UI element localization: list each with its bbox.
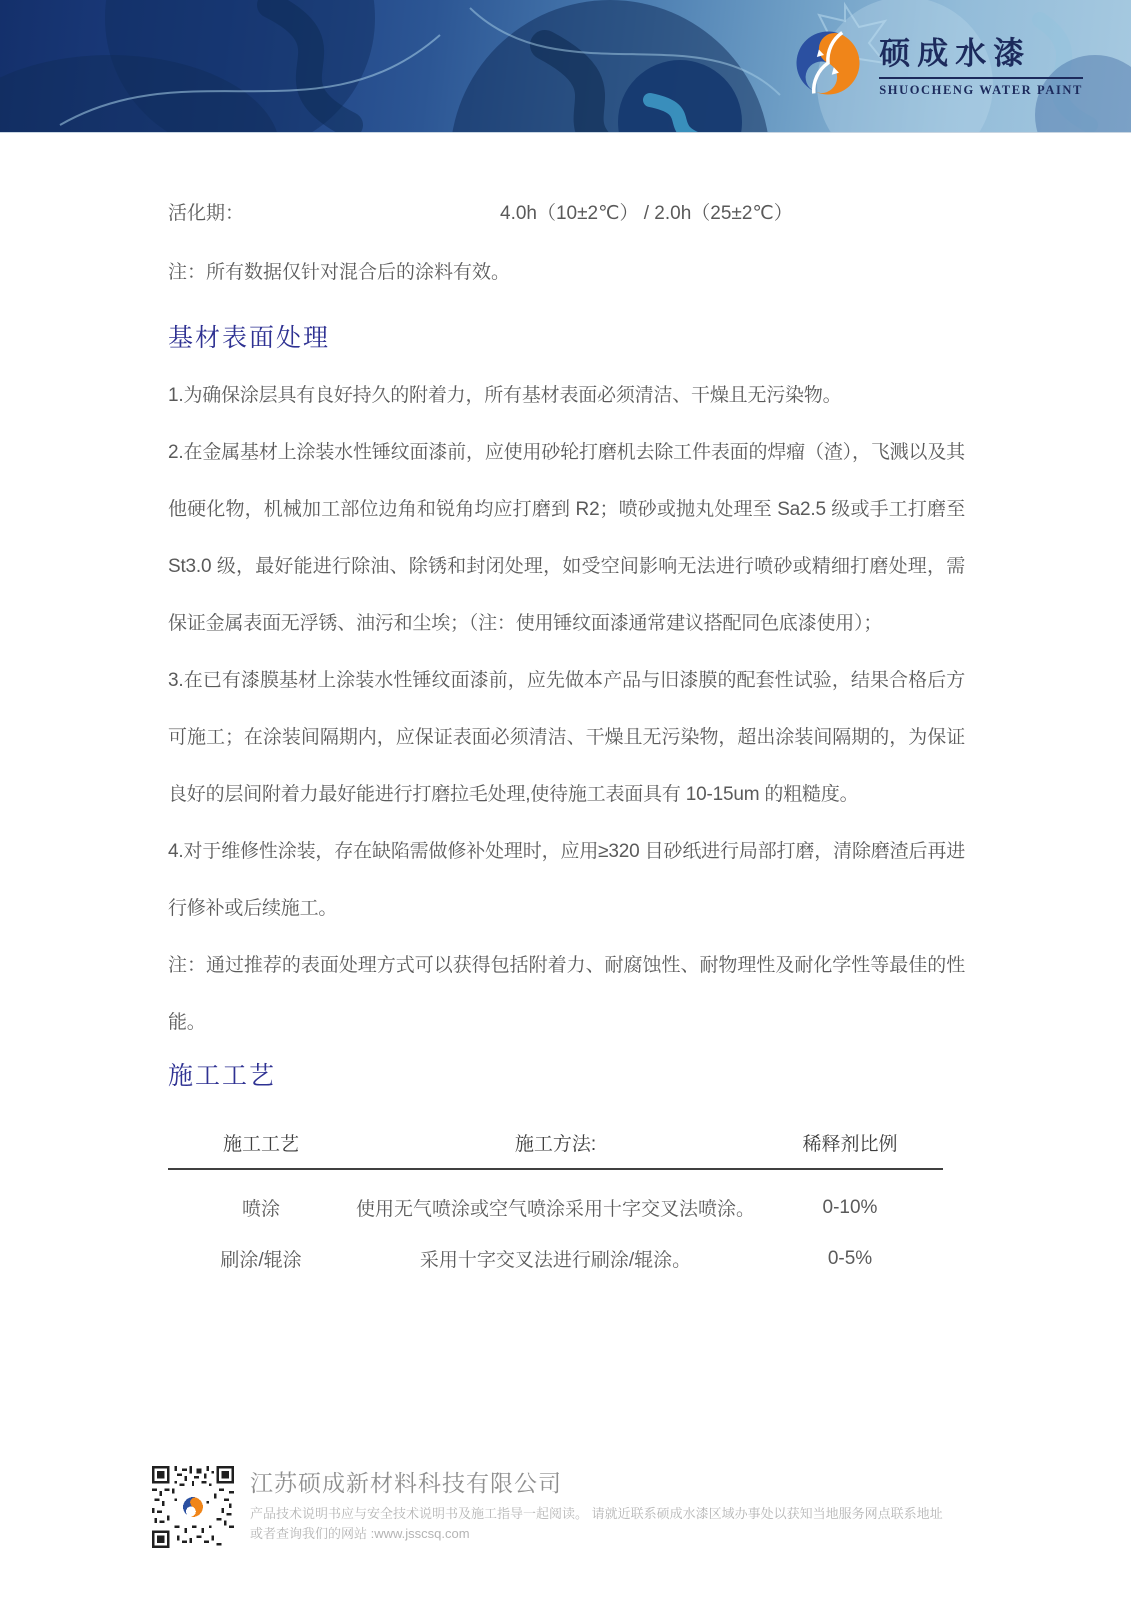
table-row [168, 1169, 943, 1221]
application-process-table [168, 1123, 943, 1272]
ratio-cell: 0-5% [827, 1247, 873, 1269]
process-cell: 刷涂/辊涂 [220, 1250, 302, 1271]
column-header-method: 施工方法: [354, 1123, 757, 1169]
page-footer [152, 1466, 943, 1548]
column-header-thinner-ratio: 稀释剂比例 [757, 1123, 943, 1169]
brand-name-cn: 硕成水漆 [879, 28, 1083, 79]
activation-period-label: 活化期： [168, 203, 245, 224]
surface-treatment-note: 注：通过推荐的表面处理方式可以获得包括附着力、耐腐蚀性、耐物理性及耐化学性等最佳的性能。 [168, 955, 965, 1033]
company-name: 江苏硕成新材料科技有限公司 [250, 1470, 562, 1496]
document-body [168, 133, 965, 1272]
table-header-row [168, 1123, 943, 1169]
activation-period-value: 4.0h（10±2℃） / 2.0h（25±2℃） [500, 203, 793, 224]
surface-paragraph-3: 3.在已有漆膜基材上涂装水性锤纹面漆前，应先做本产品与旧漆膜的配套性试验，结果合格后方可施工；在涂装间隔期内，应保证表面必须清洁、干燥且无污染物，超出涂装间隔期的，为保证良好的层间附着力最好能进行打磨拉毛处理,使待施工表面具有 10-15um 的粗糙度。 [168, 670, 965, 805]
disclaimer-line-1: 产品技术说明书应与安全技术说明书及施工指导一起阅读。 请就近联系硕成水漆区域办事处以获知当地服务网点联系地址 [250, 1506, 943, 1521]
brand-logo [793, 28, 1083, 98]
brand-logo-text [879, 28, 1083, 98]
footer-disclaimer [250, 1504, 943, 1544]
method-cell: 使用无气喷涂或空气喷涂采用十字交叉法喷涂。 [355, 1199, 755, 1220]
process-cell: 喷涂 [241, 1199, 280, 1220]
s-swoosh-logo-icon [793, 28, 863, 98]
mixed-paint-note: 注：所有数据仅针对混合后的涂料有效。 [168, 262, 511, 283]
column-header-process: 施工工艺 [168, 1123, 354, 1169]
brand-name-en: SHUOCHENG WATER PAINT [879, 83, 1083, 97]
method-cell: 采用十字交叉法进行刷涂/辊涂。 [419, 1250, 692, 1271]
section-title-application-process: 施工工艺 [168, 1062, 277, 1090]
qr-code-icon [152, 1466, 234, 1548]
section-title-surface-treatment: 基材表面处理 [168, 324, 331, 352]
surface-paragraph-4: 4.对于维修性涂装，存在缺陷需做修补处理时，应用≥320 目砂纸进行局部打磨，清除磨渣后再进行修补或后续施工。 [168, 841, 965, 919]
surface-treatment-paragraphs [168, 367, 965, 1051]
surface-paragraph-2: 2.在金属基材上涂装水性锤纹面漆前，应使用砂轮打磨机去除工件表面的焊瘤（渣），飞溅以及其他硬化物，机械加工部位边角和锐角均应打磨到 R2；喷砂或抛丸处理至 Sa2.5 级或手工打磨至 St3.0 级，最好能进行除油、除锈和封闭处理，如受空间影响无法进行喷砂或精细打磨处理，需保证金属表面无浮锈、油污和尘埃；（注：使用锤纹面漆通常建议搭配同色底漆使用）； [168, 442, 965, 634]
ratio-cell: 0-10% [822, 1196, 878, 1218]
page-header-banner [0, 0, 1131, 133]
table-row [168, 1221, 943, 1272]
activation-period-row [168, 197, 965, 230]
disclaimer-line-2: 或者查询我们的网站 :www.jsscsq.com [250, 1526, 470, 1541]
surface-paragraph-1: 1.为确保涂层具有良好持久的附着力，所有基材表面必须清洁、干燥且无污染物。 [168, 385, 842, 406]
footer-text-block [250, 1466, 943, 1548]
